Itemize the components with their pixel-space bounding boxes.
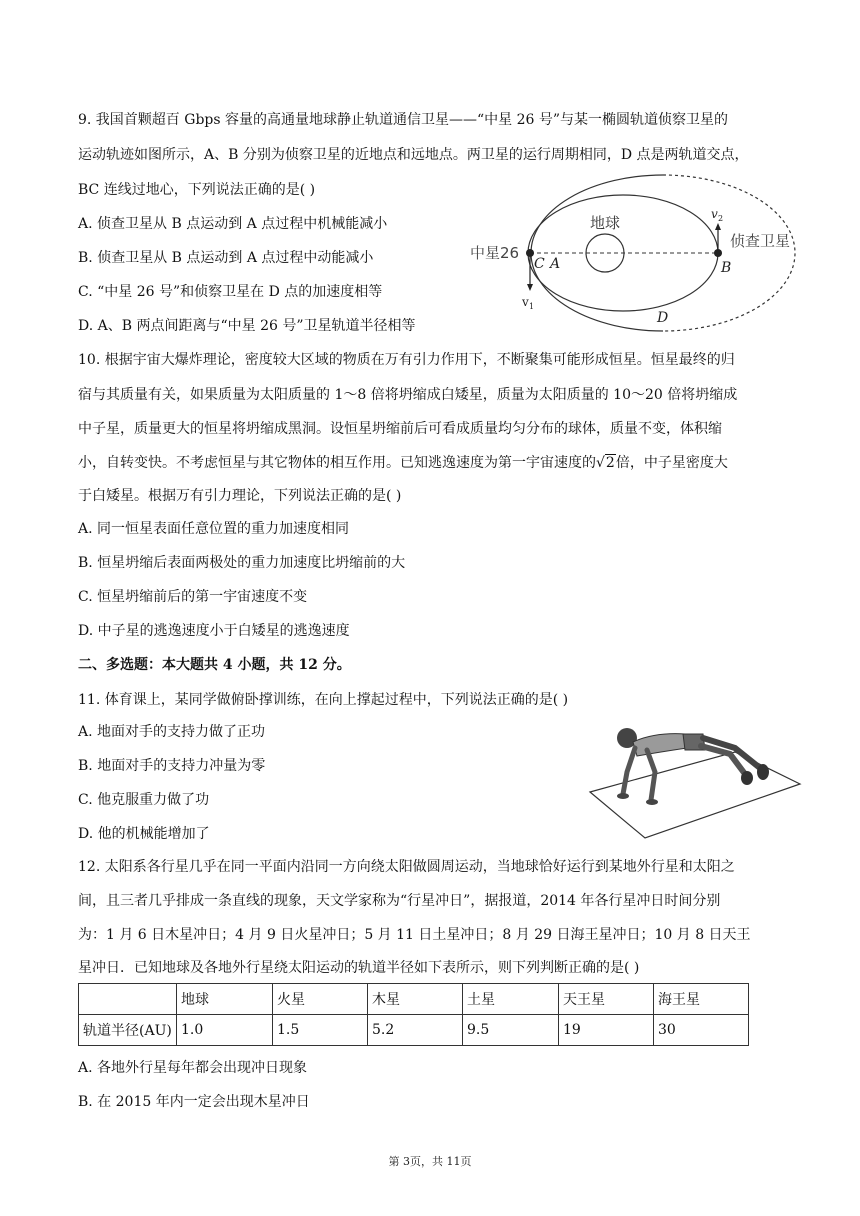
q12-option-a: A. 各地外行星每年都会出现冲日现象 — [78, 1060, 308, 1076]
q9-stem-line2: 运动轨迹如图所示，A、B 分别为侦察卫星的近地点和远地点。两卫星的运行周期相同，D 点是两轨道交点， — [78, 147, 749, 163]
table-cell — [79, 984, 177, 1015]
table-cell: 5.2 — [368, 1015, 463, 1046]
q9-option-b: B. 侦查卫星从 B 点运动到 A 点过程中动能减小 — [78, 250, 374, 266]
sat1-label: 中星26 — [470, 244, 520, 262]
table-cell: 9.5 — [463, 1015, 559, 1046]
q10-stem-line2: 宿与其质量有关，如果质量为太阳质量的 1～8 倍将坍缩成白矮星，质量为太阳质量的 10～20 倍将坍缩成 — [78, 387, 738, 403]
q12-stem-line1: 12. 太阳系各行星几乎在同一平面内沿同一方向绕太阳做圆周运动，当地球恰好运行到某地外行星和太阳之 — [78, 859, 735, 875]
q12-stem-line3: 为：1 月 6 日木星冲日；4 月 9 日火星冲日；5 月 11 日土星冲日；8 月 29 日海王星冲日；10 月 8 日天王 — [78, 927, 751, 943]
table-header-row — [79, 984, 749, 1015]
point-b — [714, 249, 722, 257]
q9-option-d: D. A、B 两点间距离与“中星 26 号”卫星轨道半径相等 — [78, 318, 416, 334]
section-title: 二、多选题：本大题共 4 小题，共 12 分。 — [78, 657, 351, 673]
page-footer: 第 3页，共 11页 — [388, 1155, 472, 1168]
table-cell: 地球 — [177, 984, 273, 1015]
q9-option-a: A. 侦查卫星从 B 点运动到 A 点过程中机械能减小 — [78, 216, 388, 232]
q9-stem-line3: BC 连线过地心，下列说法正确的是( ) — [78, 182, 316, 198]
shoe-back — [757, 764, 769, 780]
q10-stem-line4: 小，自转变快。不考虑恒星与其它物体的相互作用。已知逃逸速度为第一宇宙速度的√2倍，中子星密度大 — [78, 455, 728, 471]
q10-option-d: D. 中子星的逃逸速度小于白矮星的逃逸速度 — [78, 623, 350, 639]
q10-stem-line5: 于白矮星。根据万有引力理论，下列说法正确的是( ) — [78, 488, 402, 504]
q11-option-a: A. 地面对手的支持力做了正功 — [78, 724, 266, 740]
q10-option-c: C. 恒星坍缩前后的第一宇宙速度不变 — [78, 589, 308, 605]
q9-option-c: C. “中星 26 号”和侦察卫星在 D 点的加速度相等 — [78, 284, 383, 300]
sat2-label: 侦查卫星 — [730, 232, 791, 250]
q10-stem-line3: 中子星，质量更大的恒星将坍缩成黑洞。设恒星坍缩前后可看成质量均匀分布的球体，质量不变，体积缩 — [78, 421, 722, 437]
table-cell: 天王星 — [559, 984, 654, 1015]
q12-stem-line2: 间，且三者几乎排成一条直线的现象，天文学家称为“行星冲日”，据报道，2014 年各行星冲日时间分别 — [78, 893, 721, 909]
label-c: C — [534, 256, 545, 272]
arm-left — [623, 748, 635, 794]
label-v1-sub: 1 — [529, 302, 535, 311]
q11-option-b: B. 地面对手的支持力冲量为零 — [78, 758, 266, 774]
table-cell: 1.0 — [177, 1015, 273, 1046]
torso — [633, 734, 687, 756]
q11-option-d: D. 他的机械能增加了 — [78, 826, 210, 842]
shoe-front — [741, 771, 753, 785]
hand-left — [617, 793, 629, 799]
orbit-diagram — [468, 170, 798, 336]
q9-stem-line1: 9. 我国首颗超百 Gbps 容量的高通量地球静止轨道通信卫星——“中星 26 号”与某一椭圆轨道侦察卫星的 — [78, 112, 729, 128]
table-cell: 30 — [654, 1015, 749, 1046]
point-c — [526, 249, 534, 257]
label-v2: v — [711, 207, 718, 221]
pushup-illustration — [585, 712, 805, 842]
hand-right — [646, 799, 658, 805]
q11-stem: 11. 体育课上，某同学做俯卧撑训练，在向上撑起过程中，下列说法正确的是( ) — [78, 692, 569, 708]
table-cell: 轨道半径(AU) — [79, 1015, 177, 1046]
table-cell: 19 — [559, 1015, 654, 1046]
label-d: D — [657, 310, 669, 326]
table-cell: 1.5 — [273, 1015, 368, 1046]
q10-stem-line1: 10. 根据宇宙大爆炸理论，密度较大区域的物质在万有引力作用下，不断聚集可能形成恒星。恒星最终的归 — [78, 352, 735, 368]
q12-option-b: B. 在 2015 年内一定会出现木星冲日 — [78, 1094, 310, 1110]
table-cell: 土星 — [463, 984, 559, 1015]
label-v1: v — [522, 295, 529, 309]
q11-option-c: C. 他克服重力做了功 — [78, 792, 210, 808]
table-cell: 木星 — [368, 984, 463, 1015]
label-a: A — [550, 256, 561, 272]
q12-stem-line4: 星冲日．已知地球及各地外行星绕太阳运动的轨道半径如下表所示，则下列判断正确的是( ) — [78, 960, 640, 976]
q10-option-b: B. 恒星坍缩后表面两极处的重力加速度比坍缩前的大 — [78, 555, 406, 571]
earth-label: 地球 — [589, 214, 621, 232]
label-b: B — [721, 260, 732, 276]
label-v2-sub: 2 — [718, 214, 724, 223]
orbit-radius-table — [78, 983, 749, 1046]
table-cell: 海王星 — [654, 984, 749, 1015]
earth-circle — [586, 234, 624, 272]
table-cell: 火星 — [273, 984, 368, 1015]
q10-option-a: A. 同一恒星表面任意位置的重力加速度相同 — [78, 521, 350, 537]
table-row — [79, 1015, 749, 1046]
sqrt-expression: √2 — [596, 455, 615, 471]
geostationary-orbit-dashed — [663, 175, 795, 331]
